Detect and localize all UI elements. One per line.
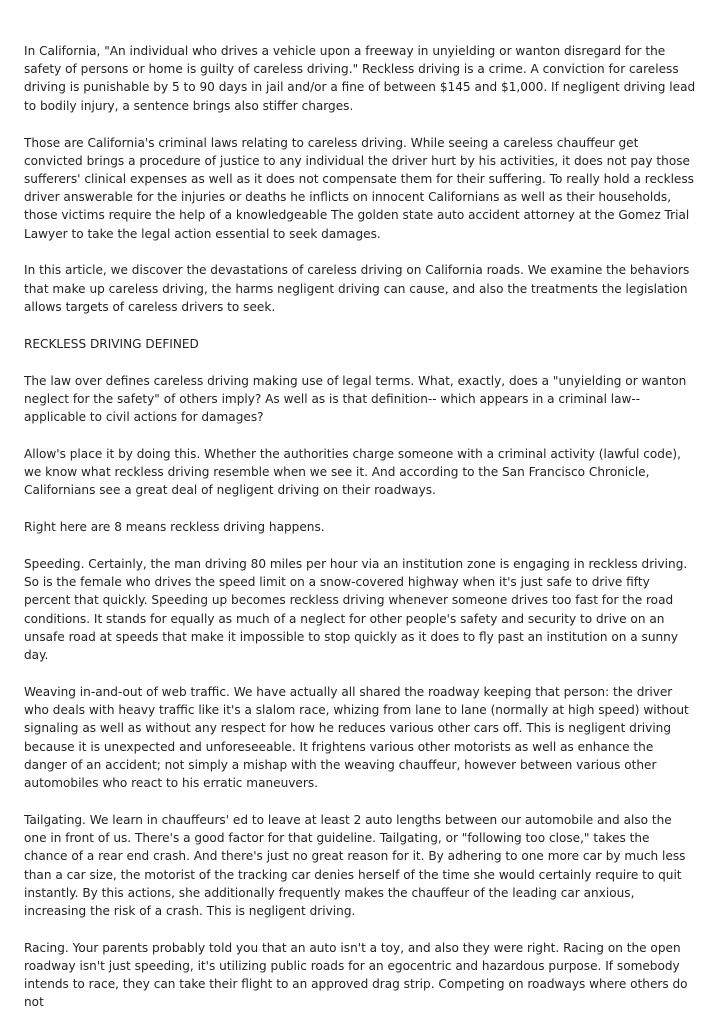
paragraph-law-definition: The law over defines careless driving making use of legal terms. What, exactly, does a "unyielding or wanton neglect for the safety" of others imply? As well as is that definition-- which appears in a criminal law-- applicable to civil actions for damages? bbox=[24, 373, 687, 424]
paragraph-article-overview: In this article, we discover the devastations of careless driving on California roads. We examine the behaviors that make up careless driving, the harms negligent driving can cause, and also the treatments the legislation allows targets of careless drivers to seek. bbox=[24, 263, 690, 314]
paragraph-criminal-laws: Those are California's criminal laws relating to careless driving. While seeing a careless chauffeur get convicted brings a procedure of justice to any individual the driver hurt by his activities, it does not pay those sufferers' clinical expenses as well as it does not compensate them for their suffering. To really hold a reckless driver answerable for the injuries or deaths he inflicts on innocent Californians as well as their households, those victims require the help of a knowledgeable The golden state auto accident attorney at the Gomez Trial Lawyer to take the legal action essential to seek damages. bbox=[24, 135, 694, 241]
paragraph-intro: In California, "An individual who drives a vehicle upon a freeway in unyielding or wanton disregard for the safety of persons or home is guilty of careless driving." Reckless driving is a crime. A conviction for careless driving is punishable by 5 to 90 days in jail and/or a fine of between $145 and $1,000. If negligent driving lead to bodily injury, a sentence brings also stiffer charges. bbox=[24, 44, 696, 113]
section-heading-reckless-driving-defined: RECKLESS DRIVING DEFINED bbox=[24, 336, 199, 351]
paragraph-racing: Racing. Your parents probably told you that an auto isn't a toy, and also they were right. Racing on the open roadway isn't just speeding, it's utilizing public roads for an egocentric and hazardous purpose. If somebody intends to race, they can take their flight to an approved drag strip. Competing on roadways where others do not bbox=[24, 940, 688, 1010]
paragraph-eight-means: Right here are 8 means reckless driving happens. bbox=[24, 520, 325, 535]
paragraph-weaving: Weaving in-and-out of web traffic. We have actually all shared the roadway keeping that person: the driver who deals with heavy traffic like it's a slalom race, whizing from lane to lane (normally at high speed) without signaling as well as without any respect for how he reduces various other cars off. This is negligent driving because it is unexpected and unforeseeable. It frightens various other motorists as well as enhance the danger of an accident; not simply a mishap with the weaving chauffeur, however between various other automobiles who react to his erratic maneuvers. bbox=[24, 684, 689, 790]
paragraph-allow-place: Allow's place it by doing this. Whether the authorities charge someone with a criminal activity (lawful code), we know what reckless driving resemble when we see it. And according to the San Francisco Chronicle, Californians see a great deal of negligent driving on their roadways. bbox=[24, 446, 681, 498]
paragraph-tailgating: Tailgating. We learn in chauffeurs' ed to leave at least 2 auto lengths between our automobile and also the one in front of us. There's a good factor for that guideline. Tailgating, or "following too close," takes the chance of a rear end crash. And there's just no great reason for it. By adhering to one more car by much less than a car size, the motorist of the tracking car denies herself of the time she would certainly require to quit instantly. By this actions, she additionally frequently makes the chauffeur of the leading car anxious, increasing the risk of a crash. This is negligent driving. bbox=[24, 812, 686, 918]
paragraph-speeding: Speeding. Certainly, the man driving 80 miles per hour via an institution zone is engaging in reckless driving. So is the female who drives the speed limit on a snow-covered highway when it's just safe to drive fifty percent that quickly. Speeding up becomes reckless driving whenever someone drives too fast for the road conditions. It stands for equally as much of a neglect for other people's safety and security to drive on an unsafe road at speeds that make it impossible to stop quickly as it does to fly past an institution on a sunny day. bbox=[24, 557, 688, 663]
